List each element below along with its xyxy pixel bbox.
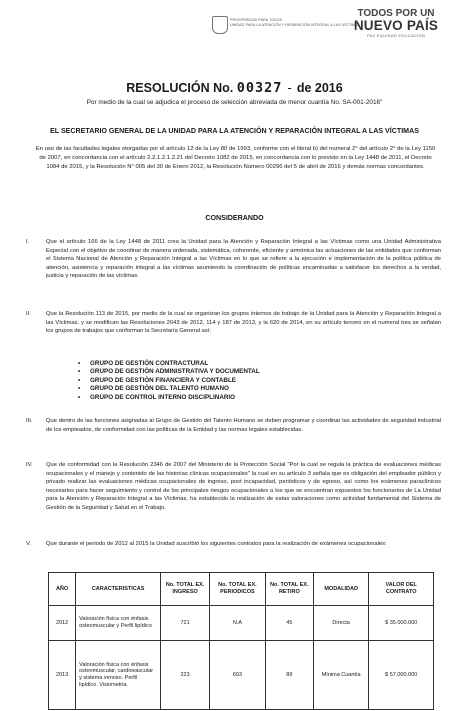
heading: EL SECRETARIO GENERAL DE LA UNIDAD PARA LA ATENCIÓN Y REPARACIÓN INTEGRAL A LAS VÍCTIMAS [50,127,419,135]
subtitle: Por medio de la cual se adjudica el proceso de selección abreviada de menor cuantía No. SA-001-2016" [86,99,383,106]
intro-paragraph: En uso de las facultades legales otorgadas por el artículo 12 de la Ley 80 de 1993, conforme con el literal b) del numeral 2° del artículo 2° de la Ley 1150 de 2007, en concordancia con el artículo 2.2.1.2.1.2.21 del Decreto 1082 de 2015, en concordancia con lo previsto en la Ley 1448 de 2011, el Decreto 1084 de 2015, y la Resolución N° 005 del 30 de Enero 2012, la Resolución Número 00296 del 5 de abril de 2016 y demás normas concordantes. [35,146,436,170]
logo-left-line1: PROSPERIDAD PARA TODOS [230,18,283,22]
logo-right-line1: TODOS POR UN [357,8,435,19]
logo-left-line2: UNIDAD PARA LA ATENCIÓN Y REPARACIÓN INTEGRAL A LAS VÍCTIMAS [230,23,360,27]
resolution-prefix: RESOLUCIÓN No. [126,81,234,95]
group-item: • GRUPO DE GESTIÓN CONTRACTURAL [78,360,260,368]
table-cell: Directa [313,606,368,641]
logo-right-line3: PAZ EQUIDAD EDUCACIÓN [366,33,426,38]
table-cell: 2013 [49,641,76,710]
item-text: Que durante el periodo de 2012 al 2015 la Unidad suscribió los siguientes contratos para la realización de exámenes ocupacionales: [46,541,387,547]
list-item [26,540,441,549]
table-cell: N.A [210,606,266,641]
resolution-number: 00327 [236,80,283,96]
item-text: Que el artículo 166 de la Ley 1448 de 2011 crea la Unidad para la Atención y Reparación Integral a las Víctimas como una Unidad Administrativa Especial con el objetivo de coordinar de manera ordenada, sistemática, coherente, eficiente y armónica las actuaciones de las entidades que conforman el Sistema Nacional de Atención y Reparación Integral a las Víctimas en lo que se refiere a la ejecución e implementación de la política pública de atención, asistencia y reparación integral a las víctimas asumiendo la coordinación de políticas encaminadas a satisfacer los derechos a la verdad, justicia y reparación de las víctimas. [46,239,441,280]
item-marker: III. [26,418,33,424]
government-logo [212,14,360,40]
column-header: No. TOTAL EX. PERIODICOS [210,573,266,606]
table-cell: Mínima Cuantía [313,641,368,710]
table-cell: 45 [265,606,313,641]
list-item [26,461,441,513]
column-header: AÑO [49,573,76,606]
table-cell: 223 [161,641,210,710]
item-marker: V. [26,541,31,547]
table-row [49,641,434,710]
contracts-table [48,572,434,710]
nuevo-pais-logo [336,8,456,48]
column-header: VALOR DEL CONTRATO [369,573,434,606]
list-item [26,417,441,434]
list-item [26,238,441,281]
column-header: CARACTERISTICAS [76,573,161,606]
resolution-year: de 2016 [296,81,343,95]
column-header: No. TOTAL EX. INGRESO [161,573,210,606]
table-cell: 89 [265,641,313,710]
group-item: • GRUPO DE CONTROL INTERNO DISCIPLINARIO [78,394,260,402]
column-header: No. TOTAL EX. RETIRO [265,573,313,606]
item-text: Que la Resolución 113 de 2015, por medio de la cual se organizan los grupos internos de trabajo de la Unidad para la Atención y Reparación Integral a las Víctimas, y se modifican las Resoluciones 2043 de 2012, 114 y 187 de 2013, y la 620 de 2014, en su artículo tercero en el numeral tres se señalan los grupos de trabajos que conforman la Secretaría General así: [46,311,441,335]
list-item [26,310,441,336]
table-cell: Valoración física con énfasis osteomuscular, cardiovascular y sistema venoso. Perfil lipídico. Visiometria. [76,641,161,710]
table-header-row [49,573,434,606]
table-cell: $ 57.000.000 [369,641,434,710]
table-cell: Valoración física con énfasis osteomuscular y Perfil lipídico [76,606,161,641]
coat-of-arms-icon [212,16,228,34]
table-cell: $ 35.000.000 [369,606,434,641]
considerando-heading: CONSIDERANDO [205,214,264,222]
table-cell: 693 [210,641,266,710]
resolution-title: RESOLUCIÓN No. 00327 - de 2016 [126,80,343,96]
item-marker: II. [26,311,31,317]
table-cell: 2012 [49,606,76,641]
column-header: MODALIDAD [313,573,368,606]
logo-right-line2: NUEVO PAÍS [353,18,439,33]
groups-list [78,360,260,402]
table-row [49,606,434,641]
group-item: • GRUPO DE GESTIÓN FINANCIERA Y CONTABLE [78,377,260,385]
table-cell: 721 [161,606,210,641]
group-item: • GRUPO DE GESTIÓN ADMINISTRATIVA Y DOCUMENTAL [78,368,260,376]
group-item: • GRUPO DE GESTIÓN DEL TALENTO HUMANO [78,385,260,393]
item-marker: I. [26,239,30,245]
item-marker: IV. [26,462,33,468]
item-text: Que dentro de las funciones asignadas al Grupo de Gestión del Talento Humano se deben programar y coordinar las actividades de seguridad industrial de los empleados, de conformidad con las políticas de la Entidad y las normas legales establecidas. [46,418,441,433]
item-text: Que de conformidad con la Resolución 2346 de 2007 del Ministerio de la Protección Social "Por la cual se regula la práctica de evaluaciones médicas ocupacionales y el manejo y contenido de las historias clínicas ocupacionales" la cual en su artículo 3 señala que es obligación del empleador público y privado realizar las evaluaciones médicas ocupacionales de ingreso, post incapacidad, periódicos y de egreso, así como los exámenes paraclínicos necesarios para hacer seguimiento y control de los principales riesgos ocupacionales a los que se encuentran expuestos los funcionarios de La Unidad para la Atención y Reparación Integral a las Víctimas, ha establecido la realización de estas valoraciones como actividad fundamental del Sistema de Gestión de la Seguridad y Salud en el Trabajo. [46,462,441,511]
